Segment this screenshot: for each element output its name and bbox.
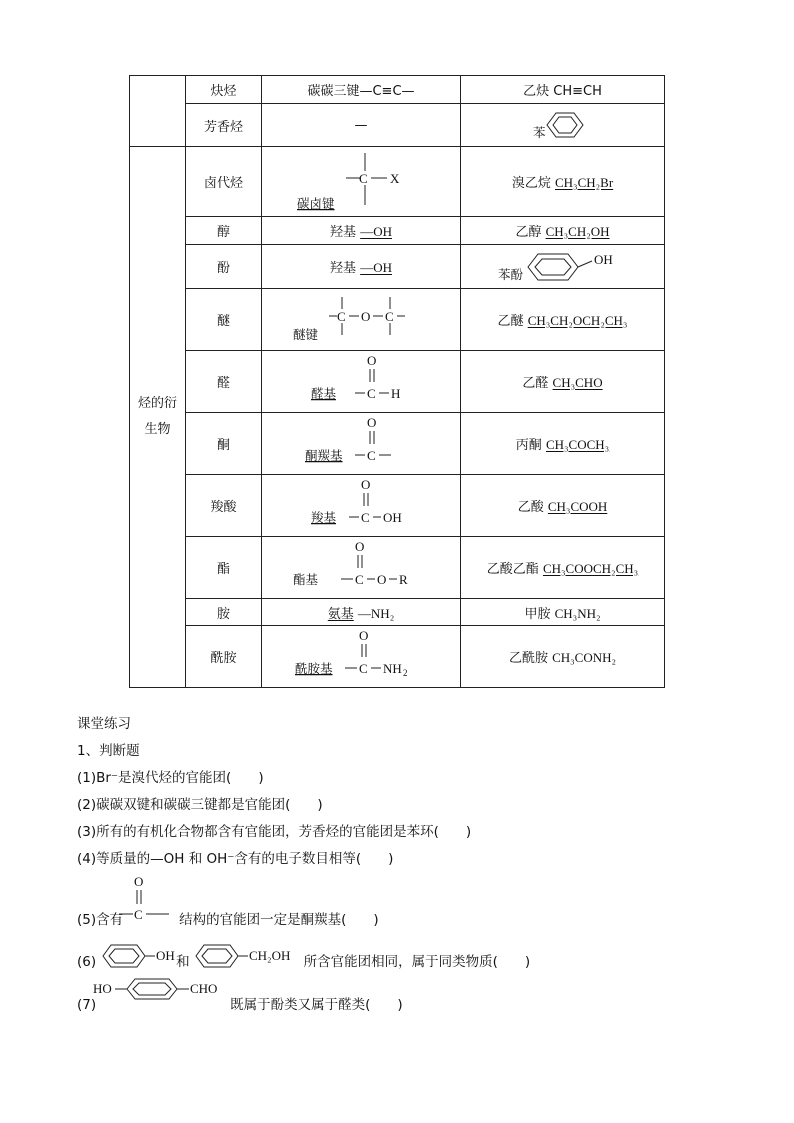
- svg-text:CHO: CHO: [190, 981, 218, 996]
- table-row: [130, 351, 665, 413]
- exercise-subheading: 1、判断题: [77, 743, 140, 759]
- table-row: [130, 217, 665, 245]
- svg-text:C: C: [355, 571, 364, 587]
- svg-text:OH: OH: [593, 251, 613, 267]
- svg-text:2: 2: [403, 667, 408, 678]
- class-name: 芳香烃: [186, 104, 262, 147]
- class-name: 醇: [186, 217, 262, 245]
- svg-text:碳卤键: 碳卤键: [297, 195, 335, 211]
- example-cell: [461, 245, 665, 289]
- group-cell: [262, 289, 461, 351]
- svg-text:C: C: [367, 447, 376, 463]
- ketone-carbonyl-structure: [291, 415, 431, 473]
- svg-text:C: C: [359, 170, 368, 186]
- svg-text:C: C: [337, 308, 346, 324]
- svg-text:酮羰基: 酮羰基: [305, 447, 343, 463]
- question-2: (2)碳碳双键和碳碳三键都是官能团( ): [77, 797, 323, 813]
- carboxyl-group-structure: [291, 477, 431, 535]
- table-row: [130, 289, 665, 351]
- svg-text:苯酚: 苯酚: [497, 266, 523, 282]
- svg-text:酰胺基: 酰胺基: [295, 660, 333, 676]
- svg-text:O: O: [377, 571, 387, 587]
- derivative-category-cell: 烃的衍 生物: [130, 147, 186, 688]
- example-cell: 甲胺 CH₃NH₂: [461, 599, 665, 626]
- group-cell: —: [262, 104, 461, 147]
- svg-text:O: O: [355, 538, 365, 554]
- benzene-structure: [503, 107, 623, 143]
- svg-text:醚键: 醚键: [293, 326, 319, 342]
- table-row: [130, 475, 665, 537]
- group-cell: 氨基 —NH₂: [262, 599, 461, 626]
- example-cell: 乙醛 CH₃CHO: [461, 351, 665, 413]
- example-cell: 乙酸乙酯 CH₃COOCH₂CH₃: [461, 537, 665, 599]
- svg-text:C: C: [134, 907, 143, 922]
- svg-text:醛基: 醛基: [311, 385, 337, 401]
- table-row: [130, 599, 665, 626]
- example-cell: 溴乙烷 CH₃CH₂Br: [461, 147, 665, 217]
- svg-text:O: O: [134, 874, 144, 889]
- exercise-heading: 课堂练习: [77, 716, 131, 732]
- svg-text:O: O: [359, 627, 369, 643]
- class-name: 酚: [186, 245, 262, 289]
- group-cell: [262, 351, 461, 413]
- amide-group-structure: [291, 628, 431, 686]
- table-row: [130, 147, 665, 217]
- svg-text:O: O: [367, 352, 377, 368]
- question-3: (3)所有的有机化合物都含有官能团，芳香烃的官能团是苯环( ): [77, 824, 472, 840]
- table-row: [130, 537, 665, 599]
- hydroxybenzaldehyde-structure: [93, 977, 227, 1011]
- svg-text:苯: 苯: [532, 125, 546, 140]
- svg-text:OH: OH: [156, 948, 175, 963]
- group-cell: 羟基 —OH: [262, 217, 461, 245]
- table-row: [130, 104, 665, 147]
- svg-text:R: R: [399, 571, 408, 587]
- example-cell: 乙酸 CH₃COOH: [461, 475, 665, 537]
- hydrocarbon-category-cell: [130, 76, 186, 147]
- functional-group-table: [129, 75, 665, 688]
- class-name: 炔烃: [186, 76, 262, 104]
- class-name: 羧酸: [186, 475, 262, 537]
- class-name: 酮: [186, 413, 262, 475]
- group-cell: [262, 537, 461, 599]
- carbonyl-structure: [117, 874, 173, 922]
- group-cell: [262, 475, 461, 537]
- group-cell: [262, 626, 461, 688]
- benzyl-alcohol-structure: [192, 940, 306, 972]
- svg-text:O: O: [361, 476, 371, 492]
- phenol-structure: [99, 940, 179, 972]
- table-row: [130, 76, 665, 104]
- aldehyde-group-structure: [291, 353, 431, 411]
- question-5: (5)含有 结构的官能团一定是酮羰基( ) O C: [77, 874, 379, 928]
- class-name: 醛: [186, 351, 262, 413]
- table-row: [130, 413, 665, 475]
- svg-text:酯基: 酯基: [293, 571, 319, 587]
- class-name: 酰胺: [186, 626, 262, 688]
- question-4: (4)等质量的—OH 和 OH⁻含有的电子数目相等( ): [77, 851, 394, 867]
- example-cell: 乙炔 CH≡CH: [461, 76, 665, 104]
- table-row: [130, 245, 665, 289]
- example-cell: 乙醚 CH₃CH₂OCH₂CH₃: [461, 289, 665, 351]
- table-row: [130, 626, 665, 688]
- svg-text:CH₂OH: CH₂OH: [249, 948, 291, 963]
- class-name: 胺: [186, 599, 262, 626]
- class-name: 卤代烃: [186, 147, 262, 217]
- svg-text:X: X: [390, 170, 400, 186]
- question-6: (6) 和 所含官能团相同，属于同类物质( ) OH CH₂OH: [77, 950, 530, 970]
- example-cell: 丙酮 CH₃COCH₃: [461, 413, 665, 475]
- carbon-halogen-structure: [291, 149, 431, 215]
- group-cell: [262, 413, 461, 475]
- question-1: (1)Br⁻是溴代烃的官能团( ): [77, 770, 264, 786]
- class-name: 酯: [186, 537, 262, 599]
- phenol-structure: [498, 247, 628, 287]
- svg-text:羧基: 羧基: [311, 509, 337, 525]
- svg-text:H: H: [391, 385, 401, 401]
- svg-text:O: O: [367, 414, 377, 430]
- svg-text:O: O: [361, 308, 371, 324]
- svg-text:HO: HO: [93, 981, 112, 996]
- group-cell: 碳碳三键—C≡C—: [262, 76, 461, 104]
- class-name: 醚: [186, 289, 262, 351]
- example-cell: [461, 104, 665, 147]
- svg-text:NH: NH: [383, 660, 402, 676]
- svg-text:C: C: [385, 308, 394, 324]
- ether-bond-structure: [291, 291, 431, 349]
- group-cell: 羟基 —OH: [262, 245, 461, 289]
- group-cell: [262, 147, 461, 217]
- question-7: (7) 既属于酚类又属于醛类( ) HO CHO: [77, 993, 403, 1013]
- svg-text:C: C: [359, 660, 368, 676]
- svg-text:OH: OH: [383, 509, 402, 525]
- svg-text:C: C: [367, 385, 376, 401]
- example-cell: 乙醇 CH₃CH₂OH: [461, 217, 665, 245]
- ester-group-structure: [291, 539, 431, 597]
- example-cell: 乙酰胺 CH₃CONH₂: [461, 626, 665, 688]
- svg-text:C: C: [361, 509, 370, 525]
